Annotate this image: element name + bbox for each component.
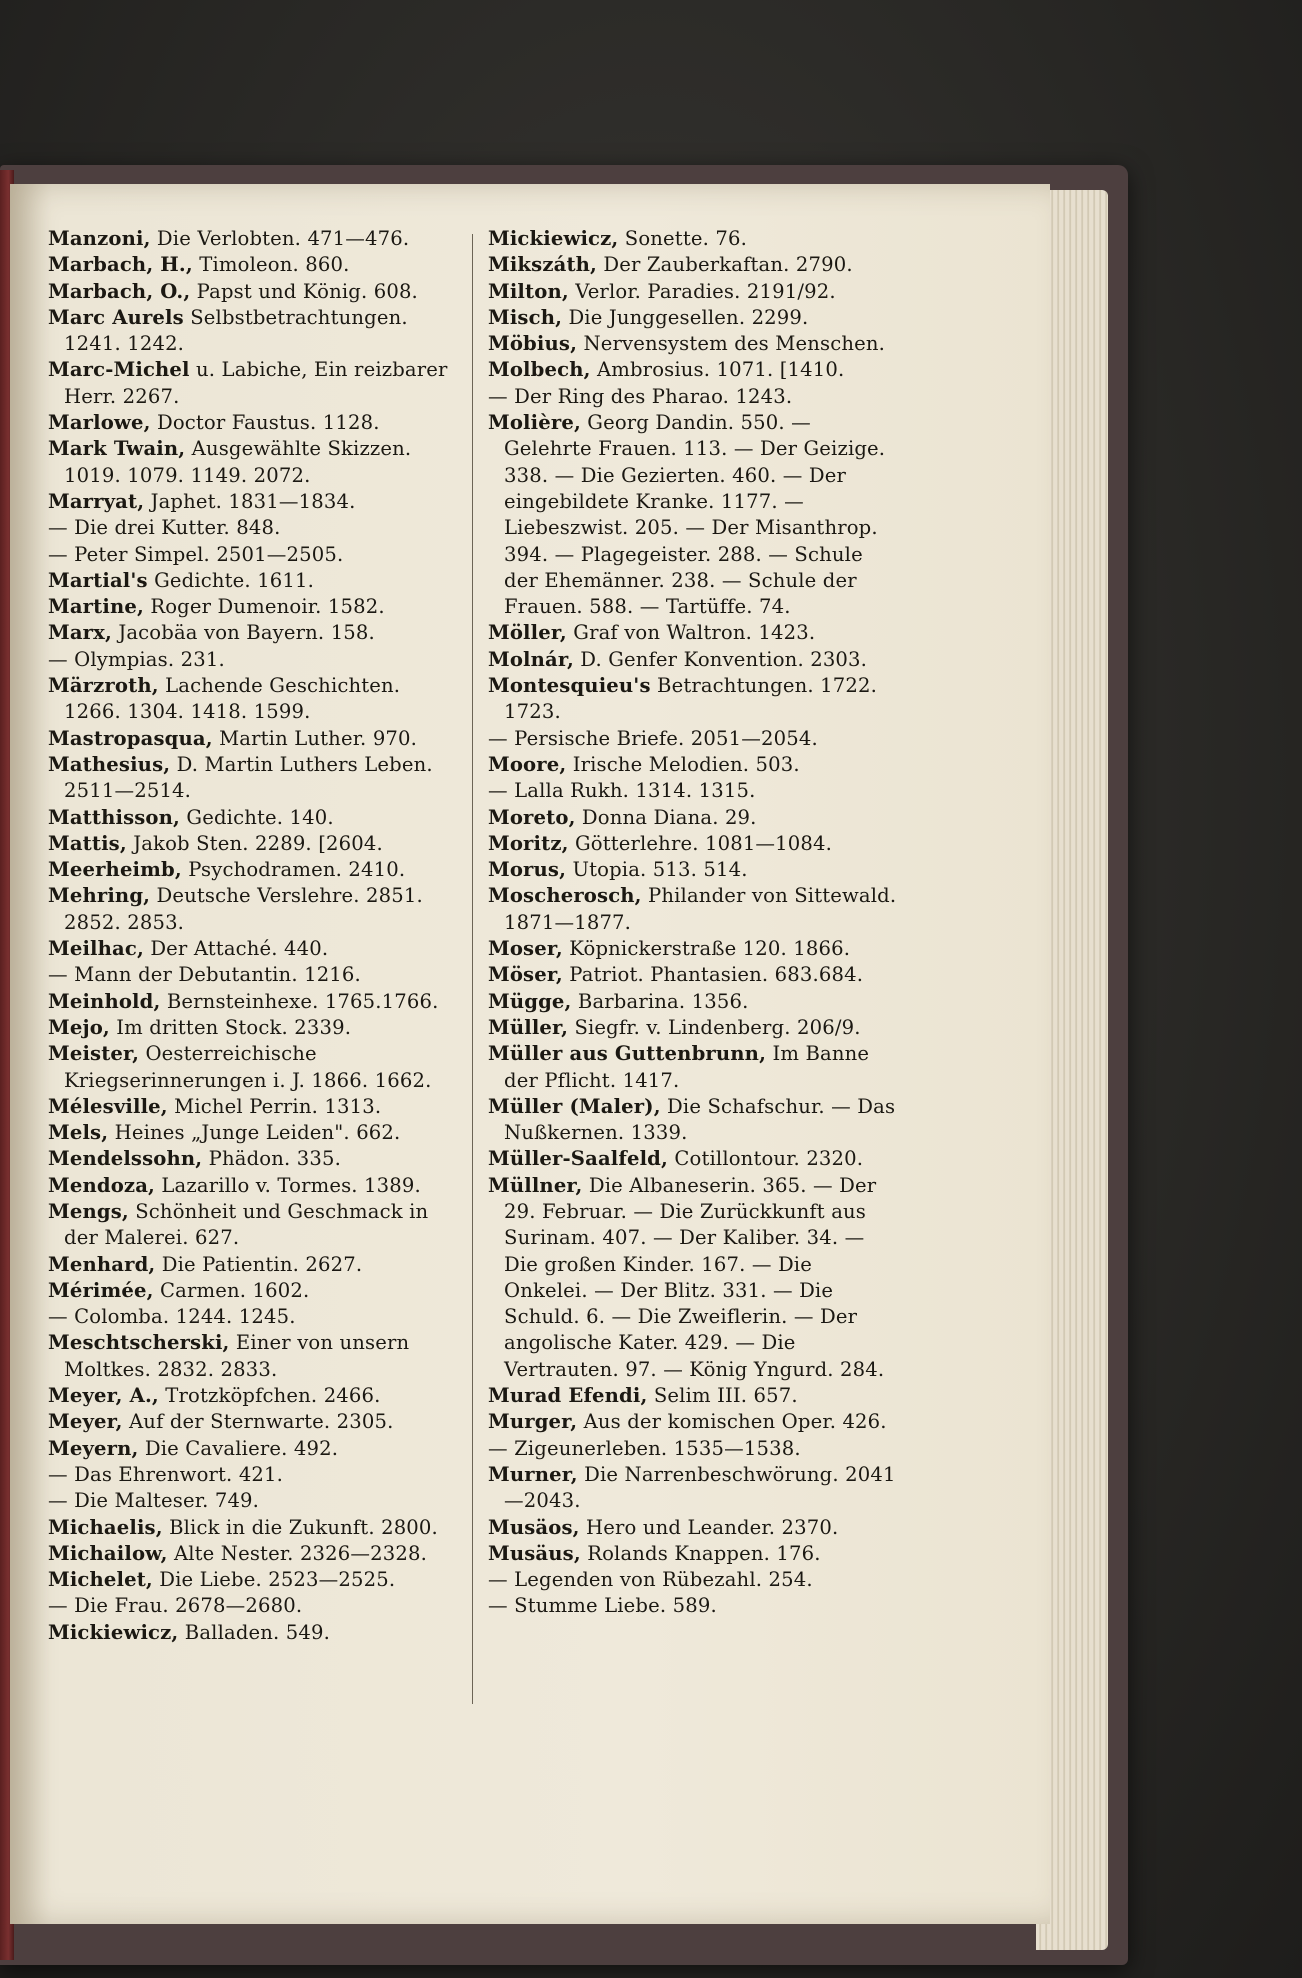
entry-titles: Oesterreichische Kriegserinnerungen i. J. 1866. 1662. xyxy=(64,1042,432,1092)
entry-titles: — Das Ehrenwort. 421. xyxy=(48,1462,284,1486)
index-entry xyxy=(48,542,460,568)
entry-titles: — Die drei Kutter. 848. xyxy=(48,516,281,540)
index-entry xyxy=(488,778,900,804)
index-entry xyxy=(48,1199,460,1252)
entry-titles: Selbstbetrachtungen. 1241. 1242. xyxy=(64,305,408,356)
entry-titles: Irische Melodien. 503. xyxy=(566,752,800,776)
entry-titles: Siegfr. v. Lindenberg. 206/9. xyxy=(568,1015,861,1039)
entry-titles: u. Labiche, Ein reizbarer Herr. 2267. xyxy=(64,358,448,408)
entry-author: Meister, xyxy=(48,1042,140,1066)
entry-author: Marc Aurels xyxy=(48,305,184,329)
index-entry xyxy=(488,936,900,962)
entry-titles: D. Martin Luthers Leben. 2511—2514. xyxy=(64,752,433,803)
index-entry xyxy=(48,1173,460,1199)
index-entry xyxy=(488,226,900,252)
index-entry xyxy=(48,962,460,988)
entry-author: Müller-Saalfeld, xyxy=(488,1147,668,1171)
entry-author: Michaelis, xyxy=(48,1515,163,1539)
entry-author: Moore, xyxy=(488,752,567,776)
entry-author: Marryat, xyxy=(48,489,145,513)
index-entry xyxy=(48,1515,460,1541)
entry-author: Moritz, xyxy=(488,831,569,855)
entry-author: Misch, xyxy=(488,305,563,329)
entry-author: Meilhac, xyxy=(48,937,144,961)
entry-titles: Im Banne der Pflicht. 1417. xyxy=(504,1042,870,1092)
index-entry xyxy=(48,515,460,541)
entry-titles: Trotzköpfchen. 2466. xyxy=(158,1384,381,1408)
entry-author: Mejo, xyxy=(48,1015,110,1039)
entry-titles: Lazarillo v. Tormes. 1389. xyxy=(155,1173,421,1197)
entry-author: Mark Twain, xyxy=(48,437,186,461)
entry-titles: Rolands Knappen. 176. xyxy=(580,1541,821,1565)
index-entry xyxy=(488,384,900,410)
entry-titles: Die Albaneserin. 365. — Der 29. Februar. — Die Zurückkunft aus Surinam. 407. — Der Kaliber. 34. — Die großen Kinder. 167. — Die Onkelei. — Der Blitz. 331. — Die Schuld. 6. — Die Zweiflerin. — Der angolische Kater. 429. — Die Vertrauten. 97. — König Yngurd. 284. xyxy=(504,1173,885,1381)
entry-titles: Ausgewählte Skizzen. 1019. 1079. 1149. 2072. xyxy=(64,437,412,487)
entry-titles: Die Patientin. 2627. xyxy=(155,1252,363,1276)
entry-titles: Jakob Sten. 2289. [2604. xyxy=(126,831,383,855)
entry-titles: Betrachtungen. 1722. 1723. xyxy=(504,674,877,724)
entry-author: Musäus, xyxy=(488,1541,581,1565)
entry-titles: Sonette. 76. xyxy=(618,227,747,250)
entry-author: Möller, xyxy=(488,621,567,645)
index-entry xyxy=(488,831,900,857)
entry-author: Meyern, xyxy=(48,1436,139,1460)
entry-titles: Auf der Sternwarte. 2305. xyxy=(122,1410,394,1434)
entry-titles: Alte Nester. 2326—2328. xyxy=(167,1541,427,1565)
entry-titles: — Lalla Rukh. 1314. 1315. xyxy=(488,779,756,803)
entry-author: Mickiewicz, xyxy=(48,1620,179,1644)
entry-titles: Gedichte. 1611. xyxy=(147,568,315,592)
entry-titles: Die Schafschur. — Das Nußkernen. 1339. xyxy=(504,1094,896,1145)
index-entry xyxy=(48,620,460,646)
entry-author: Michelet, xyxy=(48,1568,153,1592)
index-entry xyxy=(48,1041,460,1094)
entry-author: Mattis, xyxy=(48,831,127,855)
entry-author: Murad Efendi, xyxy=(488,1384,648,1408)
index-entry xyxy=(48,594,460,620)
entry-titles: Die Liebe. 2523—2525. xyxy=(152,1568,396,1592)
entry-titles: Patriot. Phantasien. 683.684. xyxy=(562,963,864,987)
entry-author: Mendoza, xyxy=(48,1173,156,1197)
entry-author: Müller (Maler), xyxy=(488,1094,661,1118)
index-entry xyxy=(48,1541,460,1567)
entry-author: Marlowe, xyxy=(48,411,151,435)
entry-author: Molière, xyxy=(488,411,581,435)
entry-author: Mehring, xyxy=(48,884,151,908)
index-entry xyxy=(488,252,900,278)
index-entry xyxy=(48,857,460,883)
entry-author: Molbech, xyxy=(488,358,591,382)
index-entry xyxy=(488,1541,900,1567)
entry-author: Meerheimb, xyxy=(48,858,182,882)
entry-titles: Philander von Sittewald. 1871—1877. xyxy=(504,884,897,934)
entry-titles: Der Zauberkaftan. 2790. xyxy=(597,253,853,277)
index-entry xyxy=(48,436,460,489)
entry-author: Matthisson, xyxy=(48,805,181,829)
entry-author: Marx, xyxy=(48,621,112,645)
index-entry xyxy=(48,726,460,752)
index-entry xyxy=(488,1015,900,1041)
entry-titles: Blick in die Zukunft. 2800. xyxy=(162,1515,438,1539)
entry-titles: Utopia. 513. 514. xyxy=(566,858,748,882)
index-entry xyxy=(48,831,460,857)
entry-author: Mérimée, xyxy=(48,1278,154,1302)
entry-titles: Barbarina. 1356. xyxy=(571,989,749,1013)
index-entry xyxy=(488,1593,900,1619)
entry-author: Müller aus Guttenbrunn, xyxy=(488,1042,767,1066)
entry-titles: Verlor. Paradies. 2191/92. xyxy=(568,279,836,303)
entry-author: Meyer, xyxy=(48,1410,123,1434)
entry-titles: Doctor Faustus. 1128. xyxy=(150,411,380,435)
entry-author: Mastropasqua, xyxy=(48,726,213,750)
index-entry xyxy=(48,936,460,962)
entry-author: Meinhold, xyxy=(48,989,161,1013)
entry-author: Marbach, H., xyxy=(48,253,193,277)
index-entry xyxy=(48,489,460,515)
index-entry xyxy=(488,357,900,383)
index-entry xyxy=(48,226,460,252)
entry-titles: Aus der komischen Oper. 426. xyxy=(577,1410,887,1434)
entry-author: Mengs, xyxy=(48,1199,129,1223)
entry-author: Michailow, xyxy=(48,1541,168,1565)
entry-author: Meyer, A., xyxy=(48,1384,159,1408)
entry-titles: Bernsteinhexe. 1765.1766. xyxy=(160,989,439,1013)
index-entry xyxy=(48,1620,460,1646)
entry-titles: Balladen. 549. xyxy=(178,1620,331,1644)
entry-titles: Papst und König. 608. xyxy=(190,279,418,303)
entry-author: Mendelssohn, xyxy=(48,1147,203,1171)
entry-author: Menhard, xyxy=(48,1252,156,1276)
index-entry xyxy=(488,1409,900,1435)
index-entry xyxy=(48,1593,460,1619)
entry-author: Mügge, xyxy=(488,989,572,1013)
entry-titles: Gedichte. 140. xyxy=(180,805,334,829)
entry-author: Martial's xyxy=(48,568,148,592)
entry-titles: — Mann der Debutantin. 1216. xyxy=(48,963,361,987)
entry-author: Musäos, xyxy=(488,1515,580,1539)
index-entry xyxy=(48,1120,460,1146)
entry-titles: Selim III. 657. xyxy=(647,1384,798,1408)
entry-author: Müllner, xyxy=(488,1173,583,1197)
index-entry xyxy=(48,1567,460,1593)
entry-titles: Cotillontour. 2320. xyxy=(668,1147,864,1171)
entry-titles: Köpnickerstraße 120. 1866. xyxy=(562,937,851,961)
entry-author: Mickiewicz, xyxy=(488,227,619,250)
entry-titles: Phädon. 335. xyxy=(202,1147,341,1171)
index-entry xyxy=(488,331,900,357)
index-entry xyxy=(488,410,900,620)
entry-author: Marc-Michel xyxy=(48,358,190,382)
entry-author: Möser, xyxy=(488,963,563,987)
entry-author: Märzroth, xyxy=(48,674,159,698)
entry-titles: Einer von unsern Moltkes. 2832. 2833. xyxy=(64,1331,410,1381)
entry-titles: Michel Perrin. 1313. xyxy=(167,1094,382,1118)
index-entry xyxy=(48,410,460,436)
column-rule xyxy=(472,234,473,1704)
index-entry xyxy=(48,989,460,1015)
index-entry xyxy=(488,805,900,831)
index-entry xyxy=(488,1436,900,1462)
index-entry xyxy=(48,1015,460,1041)
entry-author: Möbius, xyxy=(488,332,578,356)
index-entry xyxy=(48,1330,460,1383)
index-entry xyxy=(48,1462,460,1488)
index-entry xyxy=(48,883,460,936)
entry-author: Murger, xyxy=(488,1410,578,1434)
index-entry xyxy=(488,962,900,988)
index-entry xyxy=(488,1462,900,1515)
index-entry xyxy=(48,1146,460,1172)
entry-titles: Carmen. 1602. xyxy=(153,1278,310,1302)
entry-author: Milton, xyxy=(488,279,569,303)
entry-titles: Die Junggesellen. 2299. xyxy=(562,305,809,329)
index-entry xyxy=(488,1567,900,1593)
entry-titles: Psychodramen. 2410. xyxy=(181,858,406,882)
entry-titles: — Zigeunerleben. 1535—1538. xyxy=(488,1436,801,1460)
entry-titles: Martin Luther. 970. xyxy=(212,726,418,750)
index-entry xyxy=(48,568,460,594)
left-column xyxy=(48,226,460,1646)
index-entry xyxy=(48,673,460,726)
entry-titles: D. Genfer Konvention. 2303. xyxy=(573,647,868,671)
index-entry xyxy=(48,805,460,831)
index-entry xyxy=(48,305,460,358)
index-entry xyxy=(48,1383,460,1409)
index-entry xyxy=(488,1383,900,1409)
entry-titles: — Peter Simpel. 2501—2505. xyxy=(48,542,344,566)
entry-titles: Schönheit und Geschmack in der Malerei. 627. xyxy=(64,1199,429,1250)
entry-author: Moreto, xyxy=(488,805,576,829)
index-entry xyxy=(48,1436,460,1462)
entry-titles: Lachende Geschichten. 1266. 1304. 1418. 1599. xyxy=(64,674,401,724)
right-column xyxy=(488,226,900,1620)
index-entry xyxy=(488,1094,900,1147)
entry-titles: — Legenden von Rübezahl. 254. xyxy=(488,1568,813,1592)
entry-titles: Deutsche Verslehre. 2851. 2852. 2853. xyxy=(64,884,423,934)
entry-author: Manzoni, xyxy=(48,227,151,250)
entry-author: Murner, xyxy=(488,1462,578,1486)
entry-author: Moscherosch, xyxy=(488,884,642,908)
entry-titles: Japhet. 1831—1834. xyxy=(144,489,356,513)
entry-author: Mathesius, xyxy=(48,752,171,776)
index-entry xyxy=(488,673,900,726)
entry-titles: — Der Ring des Pharao. 1243. xyxy=(488,384,793,408)
entry-titles: Hero und Leander. 2370. xyxy=(579,1515,839,1539)
index-entry xyxy=(488,1146,900,1172)
entry-author: Morus, xyxy=(488,858,567,882)
entry-author: Müller, xyxy=(488,1015,569,1039)
index-entry xyxy=(488,647,900,673)
index-entry xyxy=(48,252,460,278)
index-entry xyxy=(48,1488,460,1514)
entry-author: Martine, xyxy=(48,595,144,619)
index-entry xyxy=(48,647,460,673)
index-entry xyxy=(48,1278,460,1304)
entry-titles: — Die Frau. 2678—2680. xyxy=(48,1594,303,1618)
entry-titles: Im dritten Stock. 2339. xyxy=(109,1015,352,1039)
index-entry xyxy=(488,279,900,305)
index-entry xyxy=(488,752,900,778)
entry-titles: Roger Dumenoir. 1582. xyxy=(143,595,385,619)
entry-titles: — Colomba. 1244. 1245. xyxy=(48,1305,296,1329)
entry-titles: Die Cavaliere. 492. xyxy=(138,1436,339,1460)
entry-titles: Die Verlobten. 471—476. xyxy=(150,227,410,250)
entry-titles: Jacobäa von Bayern. 158. xyxy=(111,621,375,645)
entry-titles: — Olympias. 231. xyxy=(48,647,225,671)
entry-titles: — Die Malteser. 749. xyxy=(48,1489,260,1513)
index-entry xyxy=(488,1515,900,1541)
index-entry xyxy=(488,857,900,883)
entry-titles: Graf von Waltron. 1423. xyxy=(566,621,816,645)
entry-titles: Georg Dandin. 550. — Gelehrte Frauen. 113. — Der Geizige. 338. — Die Gezierten. 460. — Der eingebildete Kranke. 1177. — Liebeszwist. 205. — Der Misanthrop. 394. — Plagegeister. 288. — Schule der Ehemänner. 238. — Schule der Frauen. 588. — Tartüffe. 74. xyxy=(504,411,886,619)
index-entry xyxy=(48,1304,460,1330)
entry-author: Moser, xyxy=(488,937,563,961)
index-entry xyxy=(488,620,900,646)
index-entry xyxy=(48,357,460,410)
entry-titles: Der Attaché. 440. xyxy=(143,937,329,961)
entry-author: Mels, xyxy=(48,1121,109,1145)
index-entry xyxy=(488,726,900,752)
index-entry xyxy=(48,1252,460,1278)
entry-titles: Timoleon. 860. xyxy=(192,253,350,277)
index-entry xyxy=(488,1173,900,1383)
entry-author: Mikszáth, xyxy=(488,253,598,277)
index-entry xyxy=(48,1094,460,1120)
index-entry xyxy=(488,989,900,1015)
entry-author: Meschtscherski, xyxy=(48,1331,230,1355)
entry-titles: Ambrosius. 1071. [1410. xyxy=(590,358,845,382)
entry-titles: Nervensystem des Menschen. xyxy=(577,332,885,356)
entry-titles: Götterlehre. 1081—1084. xyxy=(568,831,833,855)
entry-author: Marbach, O., xyxy=(48,279,191,303)
entry-author: Molnár, xyxy=(488,647,574,671)
entry-author: Montesquieu's xyxy=(488,674,651,698)
index-entry xyxy=(488,1041,900,1094)
entry-titles: Donna Diana. 29. xyxy=(575,805,757,829)
index-entry xyxy=(48,752,460,805)
index-entry xyxy=(48,1409,460,1435)
entry-titles: Die Narrenbeschwörung. 2041—2043. xyxy=(504,1462,896,1513)
index-entry xyxy=(48,279,460,305)
entry-titles: — Persische Briefe. 2051—2054. xyxy=(488,726,818,750)
entry-author: Mélesville, xyxy=(48,1094,168,1118)
entry-titles: Heines „Junge Leiden". 662. xyxy=(108,1121,401,1145)
index-entry xyxy=(488,883,900,936)
index-entry xyxy=(488,305,900,331)
entry-titles: — Stumme Liebe. 589. xyxy=(488,1594,717,1618)
